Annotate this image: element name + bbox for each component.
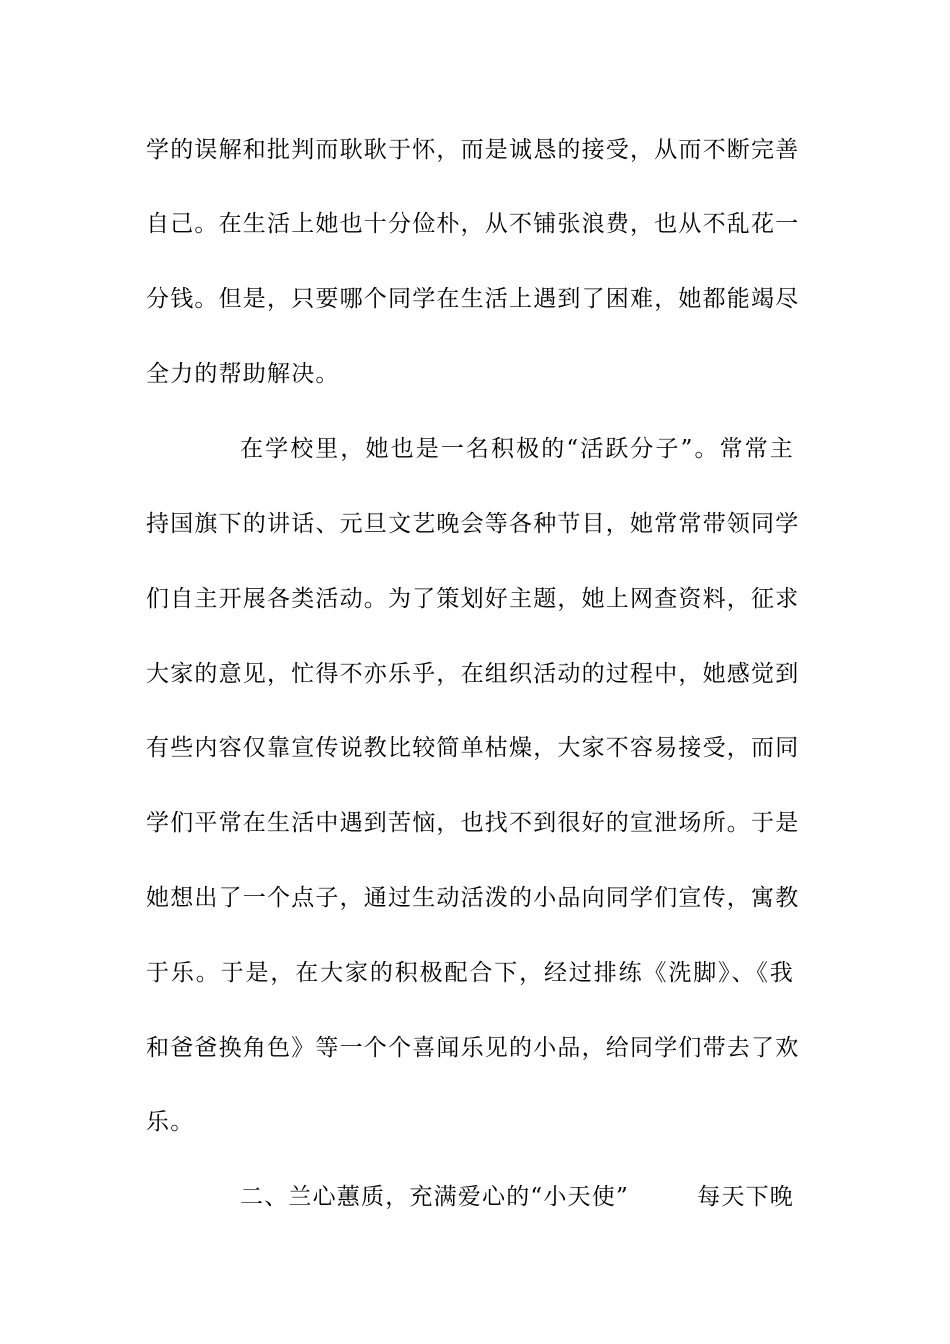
- paragraph-line: 有些内容仅靠宣传说教比较简单枯燥，大家不容易接受，而同: [146, 735, 800, 761]
- paragraph-line: 学的误解和批判而耿耿于怀，而是诚恳的接受，从而不断完善: [146, 137, 800, 163]
- section-heading-line: [240, 1177, 794, 1217]
- paragraph-line: 于乐。于是，在大家的积极配合下，经过排练《洗脚》、《我: [146, 960, 794, 986]
- paragraph-line: 们自主开展各类活动。为了策划好主题，她上网查资料，征求: [146, 586, 800, 612]
- paragraph-line: 持国旗下的讲话、元旦文艺晚会等各种节目，她常常带领同学: [146, 511, 800, 537]
- paragraph-line: 全力的帮助解决。: [146, 361, 340, 387]
- paragraph-line: 她想出了一个点子，通过生动活泼的小品向同学们宣传，寓教: [146, 885, 800, 911]
- paragraph-line: 乐。: [146, 1109, 195, 1135]
- paragraph-line: 和爸爸换角色》等一个个喜闻乐见的小品，给同学们带去了欢: [146, 1035, 800, 1061]
- paragraph-line: 大家的意见，忙得不亦乐乎，在组织活动的过程中，她感觉到: [146, 661, 800, 687]
- heading-continuation-text: 每天下晚: [697, 1184, 794, 1210]
- paragraph-line: 自己。在生活上她也十分俭朴，从不铺张浪费，也从不乱花一: [146, 211, 800, 237]
- paragraph-line: 分钱。但是，只要哪个同学在生活上遇到了困难，她都能竭尽: [146, 286, 800, 312]
- paragraph-line: 学们平常在生活中遇到苦恼，也找不到很好的宣泄场所。于是: [146, 810, 800, 836]
- paragraph-line: 在学校里，她也是一名积极的“活跃分子”。常常主: [240, 436, 794, 462]
- section-heading: 二、兰心蕙质，充满爱心的“小天使”: [240, 1184, 629, 1210]
